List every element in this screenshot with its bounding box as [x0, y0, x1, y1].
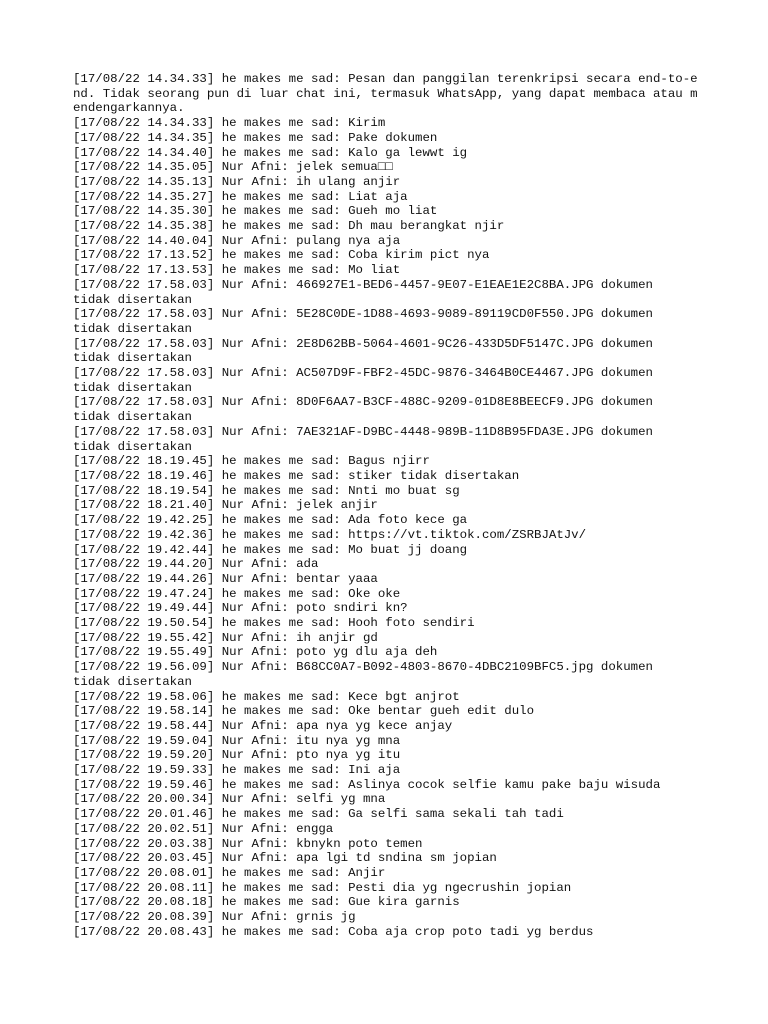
chat-line: [17/08/22 19.59.33] he makes me sad: Ini aja [73, 763, 401, 778]
chat-line: [17/08/22 19.47.24] he makes me sad: Oke oke [73, 586, 401, 601]
chat-line: [17/08/22 18.19.46] he makes me sad: stiker tidak disertakan [73, 468, 520, 483]
chat-line: [17/08/22 19.44.26] Nur Afni: bentar yaaa [73, 571, 378, 586]
chat-line: [17/08/22 19.42.44] he makes me sad: Mo buat jj doang [73, 542, 468, 557]
chat-line: [17/08/22 17.58.03] Nur Afni: 5E28C0DE-1D88-4693-9089-89119CD0F550.JPG dokumen tidak disertakan [73, 307, 653, 336]
chat-line: [17/08/22 20.08.43] he makes me sad: Coba aja crop poto tadi yg berdus [73, 924, 594, 939]
chat-line: [17/08/22 20.03.38] Nur Afni: kbnykn poto temen [73, 836, 423, 851]
chat-line: [17/08/22 19.50.54] he makes me sad: Hooh foto sendiri [73, 616, 475, 631]
chat-line: [17/08/22 19.58.44] Nur Afni: apa nya yg kece anjay [73, 718, 453, 733]
chat-line: [17/08/22 14.35.27] he makes me sad: Liat aja [73, 189, 408, 204]
chat-line: [17/08/22 14.40.04] Nur Afni: pulang nya aja [73, 233, 401, 248]
chat-line: [17/08/22 17.58.03] Nur Afni: 7AE321AF-D9BC-4448-989B-11D8B95FDA3E.JPG dokumen tidak disertakan [73, 424, 653, 454]
chat-line: [17/08/22 19.58.06] he makes me sad: Kece bgt anjrot [73, 689, 460, 704]
chat-line: [17/08/22 19.56.09] Nur Afni: B68CC0A7-B092-4803-8670-4DBC2109BFC5.jpg dokumen tidak disertakan [73, 660, 653, 689]
chat-line: [17/08/22 19.59.46] he makes me sad: Aslinya cocok selfie kamu pake baju wisuda [73, 777, 661, 792]
chat-line: [17/08/22 19.42.25] he makes me sad: Ada foto kece ga [73, 513, 468, 528]
chat-line: [17/08/22 17.13.52] he makes me sad: Coba kirim pict nya [73, 248, 490, 263]
chat-line: [17/08/22 18.19.54] he makes me sad: Nnti mo buat sg [73, 483, 460, 498]
chat-line: [17/08/22 14.34.40] he makes me sad: Kalo ga lewwt ig [73, 145, 468, 160]
chat-line: [17/08/22 17.58.03] Nur Afni: 2E8D62BB-5064-4601-9C26-433D5DF5147C.JPG dokumen tidak disertakan [73, 336, 653, 366]
chat-line: [17/08/22 17.13.53] he makes me sad: Mo liat [73, 263, 401, 278]
chat-line: [17/08/22 19.44.20] Nur Afni: ada [73, 557, 319, 572]
chat-line: [17/08/22 14.35.38] he makes me sad: Dh mau berangkat njir [73, 219, 505, 234]
chat-line: [17/08/22 19.59.20] Nur Afni: pto nya yg itu [73, 748, 401, 763]
chat-line: [17/08/22 20.08.39] Nur Afni: grnis jg [73, 910, 356, 925]
chat-line: [17/08/22 14.34.33] he makes me sad: Kirim [73, 116, 386, 131]
chat-line: [17/08/22 19.49.44] Nur Afni: poto sndiri kn? [73, 601, 408, 616]
chat-line: [17/08/22 19.55.49] Nur Afni: poto yg dlu aja deh [73, 645, 438, 660]
chat-line: [17/08/22 14.34.35] he makes me sad: Pake dokumen [73, 130, 438, 145]
chat-line: [17/08/22 18.19.45] he makes me sad: Bagus njirr [73, 454, 430, 469]
chat-line: [17/08/22 14.35.05] Nur Afni: jelek semua□□ [73, 160, 393, 175]
chat-line: [17/08/22 17.58.03] Nur Afni: 466927E1-BED6-4457-9E07-E1EAE1E2C8BA.JPG dokumen tidak disertakan [73, 277, 653, 307]
chat-line: [17/08/22 20.08.18] he makes me sad: Gue kira garnis [73, 895, 460, 910]
chat-line: [17/08/22 20.08.11] he makes me sad: Pesti dia yg ngecrushin jopian [73, 880, 572, 895]
chat-line: [17/08/22 14.35.13] Nur Afni: ih ulang anjir [73, 174, 401, 189]
chat-line: [17/08/22 17.58.03] Nur Afni: 8D0F6AA7-B3CF-488C-9209-01D8E8BEECF9.JPG dokumen tidak disertakan [73, 395, 653, 425]
chat-line: [17/08/22 17.58.03] Nur Afni: AC507D9F-FBF2-45DC-9876-3464B0CE4467.JPG dokumen tidak disertakan [73, 366, 653, 395]
chat-line: [17/08/22 14.35.30] he makes me sad: Gueh mo liat [73, 204, 438, 219]
chat-line: [17/08/22 20.00.34] Nur Afni: selfi yg mna [73, 792, 386, 807]
chat-line: [17/08/22 18.21.40] Nur Afni: jelek anjir [73, 498, 378, 513]
chat-line: [17/08/22 14.34.33] he makes me sad: Pesan dan panggilan terenkripsi secara end-to-end. Tidak seorang pun di luar chat ini, termasuk WhatsApp, yang dapat membaca atau mendengarkannya. [73, 72, 698, 116]
chat-line: [17/08/22 19.58.14] he makes me sad: Oke bentar gueh edit dulo [73, 704, 535, 719]
chat-line: [17/08/22 19.42.36] he makes me sad: https://vt.tiktok.com/ZSRBJAtJv/ [73, 527, 587, 542]
chat-line: [17/08/22 20.03.45] Nur Afni: apa lgi td sndina sm jopian [73, 851, 497, 866]
chat-line: [17/08/22 20.01.46] he makes me sad: Ga selfi sama sekali tah tadi [73, 807, 564, 822]
chat-line: [17/08/22 19.55.42] Nur Afni: ih anjir gd [73, 630, 378, 645]
chat-line: [17/08/22 19.59.04] Nur Afni: itu nya yg mna [73, 733, 401, 748]
chat-line: [17/08/22 20.08.01] he makes me sad: Anjir [73, 865, 386, 880]
chat-log [73, 72, 703, 939]
chat-line: [17/08/22 20.02.51] Nur Afni: engga [73, 821, 334, 836]
